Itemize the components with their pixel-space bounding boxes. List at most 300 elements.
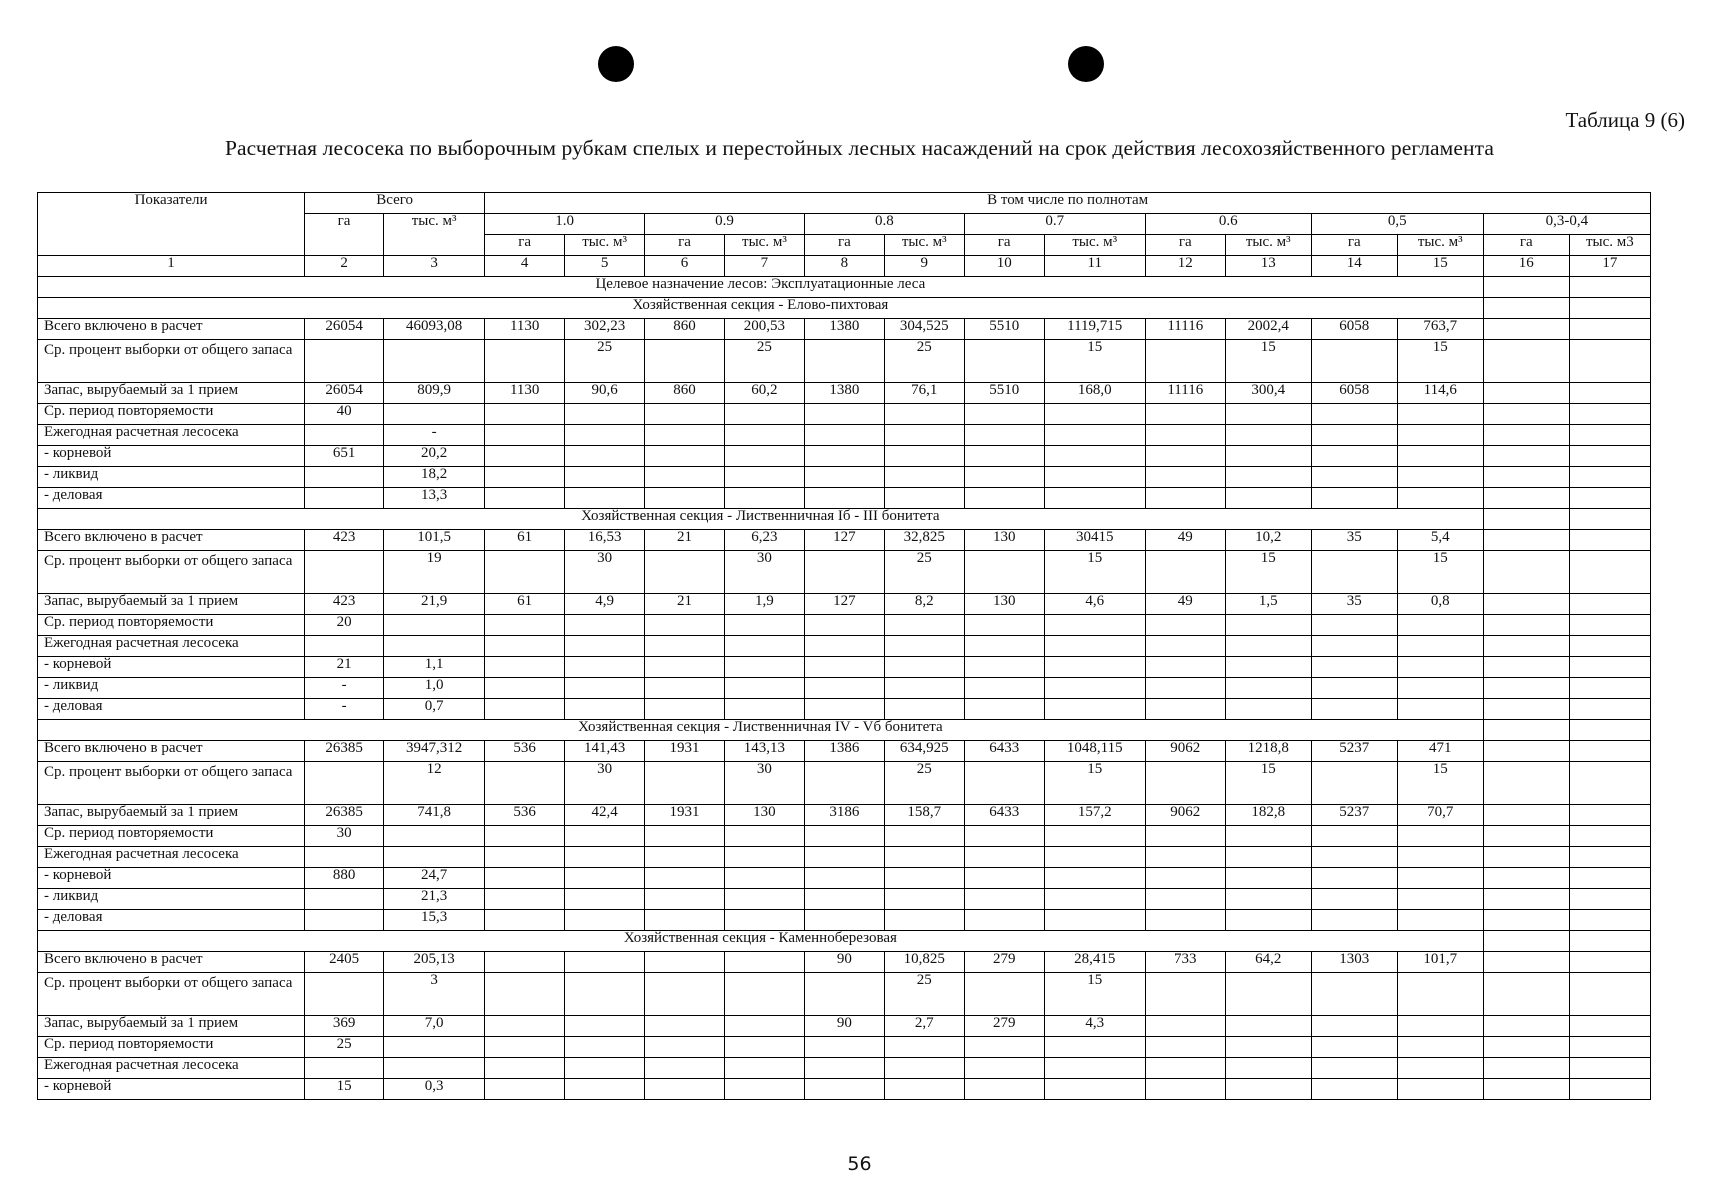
table-cell <box>384 404 485 425</box>
table-cell <box>1225 1058 1311 1079</box>
row-label: Ежегодная расчетная лесосека <box>38 425 305 446</box>
row-label: Ср. период повторяемости <box>38 615 305 636</box>
table-cell <box>1145 868 1225 889</box>
table-cell <box>485 847 565 868</box>
table-cell <box>964 446 1044 467</box>
table-cell <box>884 636 964 657</box>
table-row <box>38 383 1651 404</box>
table-cell <box>1397 425 1483 446</box>
table-cell <box>1311 1058 1397 1079</box>
table-cell <box>1044 615 1145 636</box>
table-cell <box>1397 1037 1483 1058</box>
table-cell <box>1569 446 1650 467</box>
table-cell <box>645 488 725 509</box>
table-cell <box>1044 657 1145 678</box>
table-row <box>38 404 1651 425</box>
table-row <box>38 762 1651 805</box>
table-cell: 127 <box>804 594 884 615</box>
table-row <box>38 952 1651 973</box>
table-cell <box>1311 1037 1397 1058</box>
table-cell <box>1483 868 1569 889</box>
table-cell: 11116 <box>1145 383 1225 404</box>
table-cell <box>305 1058 384 1079</box>
table-cell <box>1483 910 1569 931</box>
table-cell <box>565 847 645 868</box>
table-cell <box>1397 699 1483 720</box>
table-cell <box>1225 1037 1311 1058</box>
table-cell: 25 <box>305 1037 384 1058</box>
table-cell <box>1397 678 1483 699</box>
table-cell <box>305 488 384 509</box>
table-cell <box>1225 678 1311 699</box>
punch-hole-left <box>598 46 634 82</box>
table-cell <box>1225 636 1311 657</box>
table-cell <box>804 826 884 847</box>
table-cell <box>1397 826 1483 847</box>
table-cell <box>1044 636 1145 657</box>
table-cell <box>1311 615 1397 636</box>
table-cell <box>645 699 725 720</box>
table-cell: 5510 <box>964 383 1044 404</box>
header-density: 0.9 <box>645 214 805 235</box>
row-label: Всего включено в расчет <box>38 530 305 551</box>
table-cell <box>565 868 645 889</box>
row-label: Ср. период повторяемости <box>38 826 305 847</box>
row-label: Ср. процент выборки от общего запаса <box>38 973 305 1016</box>
table-cell: 30415 <box>1044 530 1145 551</box>
table-cell <box>645 446 725 467</box>
table-cell <box>1311 826 1397 847</box>
table-cell: 304,525 <box>884 319 964 340</box>
table-cell <box>485 1058 565 1079</box>
section-header-row <box>38 509 1651 530</box>
table-cell: 6058 <box>1311 319 1397 340</box>
table-cell <box>884 467 964 488</box>
table-cell: 101,7 <box>1397 952 1483 973</box>
table-cell <box>645 615 725 636</box>
table-cell <box>804 488 884 509</box>
table-cell: 35 <box>1311 530 1397 551</box>
table-cell <box>884 1037 964 1058</box>
table-row <box>38 699 1651 720</box>
table-cell <box>1569 1016 1650 1037</box>
header-density: 1.0 <box>485 214 645 235</box>
table-cell: 15 <box>1044 340 1145 383</box>
table-cell: 49 <box>1145 594 1225 615</box>
table-cell: 90,6 <box>565 383 645 404</box>
table-cell <box>1483 847 1569 868</box>
table-cell <box>724 1079 804 1100</box>
table-cell <box>1044 1079 1145 1100</box>
table-cell: 860 <box>645 319 725 340</box>
table-cell <box>804 699 884 720</box>
table-row <box>38 826 1651 847</box>
table-cell <box>485 910 565 931</box>
table-cell <box>804 404 884 425</box>
section-header-row <box>38 931 1651 952</box>
table-cell <box>724 636 804 657</box>
table-row <box>38 847 1651 868</box>
table-cell <box>485 467 565 488</box>
table-cell <box>485 952 565 973</box>
header-ha: га <box>1145 235 1225 256</box>
table-cell <box>1397 636 1483 657</box>
table-cell <box>1044 847 1145 868</box>
table-cell <box>1145 1037 1225 1058</box>
table-row <box>38 425 1651 446</box>
table-cell <box>645 826 725 847</box>
table-cell <box>1225 910 1311 931</box>
table-cell <box>485 340 565 383</box>
table-cell <box>1311 425 1397 446</box>
table-cell <box>1397 615 1483 636</box>
table-cell <box>1145 1079 1225 1100</box>
row-label: Всего включено в расчет <box>38 952 305 973</box>
table-cell: 733 <box>1145 952 1225 973</box>
table-cell: 25 <box>884 973 964 1016</box>
table-cell <box>804 467 884 488</box>
table-cell: 200,53 <box>724 319 804 340</box>
table-cell <box>804 889 884 910</box>
table-cell <box>1145 404 1225 425</box>
table-cell <box>1145 762 1225 805</box>
table-row <box>38 319 1651 340</box>
row-label: Ср. период повторяемости <box>38 1037 305 1058</box>
table-cell <box>485 973 565 1016</box>
table-cell <box>1311 446 1397 467</box>
table-cell <box>1044 910 1145 931</box>
table-cell <box>1311 488 1397 509</box>
table-row <box>38 1037 1651 1058</box>
table-cell <box>1397 973 1483 1016</box>
table-cell <box>1569 931 1650 952</box>
table-cell: 15 <box>1225 551 1311 594</box>
table-cell <box>565 826 645 847</box>
table-cell: 16,53 <box>565 530 645 551</box>
table-cell <box>565 615 645 636</box>
table-cell <box>964 826 1044 847</box>
row-label: - деловая <box>38 699 305 720</box>
table-row <box>38 868 1651 889</box>
table-cell: 15 <box>1397 551 1483 594</box>
table-cell <box>1044 446 1145 467</box>
table-cell: 5,4 <box>1397 530 1483 551</box>
table-cell: 20,2 <box>384 446 485 467</box>
table-cell <box>1569 826 1650 847</box>
row-label: Ежегодная расчетная лесосека <box>38 847 305 868</box>
page-number: 56 <box>847 1153 872 1175</box>
table-cell: 158,7 <box>884 805 964 826</box>
table-cell: 2002,4 <box>1225 319 1311 340</box>
table-cell <box>384 615 485 636</box>
header-incl-density: В том числе по полнотам <box>485 193 1651 214</box>
row-label: Ежегодная расчетная лесосека <box>38 1058 305 1079</box>
table-cell: 860 <box>645 383 725 404</box>
table-row <box>38 446 1651 467</box>
table-cell <box>1145 425 1225 446</box>
table-cell: 2,7 <box>884 1016 964 1037</box>
table-cell <box>1569 805 1650 826</box>
table-cell <box>804 973 884 1016</box>
table-cell <box>1569 383 1650 404</box>
table-cell: 763,7 <box>1397 319 1483 340</box>
table-cell: 8,2 <box>884 594 964 615</box>
col-number: 1 <box>38 256 305 277</box>
table-cell <box>804 847 884 868</box>
table-cell <box>1145 340 1225 383</box>
row-label: Запас, вырубаемый за 1 прием <box>38 594 305 615</box>
table-cell <box>305 467 384 488</box>
table-cell: 1380 <box>804 383 884 404</box>
table-cell: 741,8 <box>384 805 485 826</box>
table-cell <box>724 467 804 488</box>
column-number-row <box>38 256 1651 277</box>
table-cell <box>1145 847 1225 868</box>
row-label: Запас, вырубаемый за 1 прием <box>38 805 305 826</box>
table-cell <box>1225 657 1311 678</box>
table-cell <box>804 425 884 446</box>
table-cell: 15 <box>1397 340 1483 383</box>
table-cell <box>804 762 884 805</box>
table-cell <box>804 615 884 636</box>
table-cell <box>565 973 645 1016</box>
table-cell: 130 <box>724 805 804 826</box>
table-cell <box>1044 1058 1145 1079</box>
table-cell <box>964 1079 1044 1100</box>
header-total-ha: га <box>305 214 384 256</box>
table-cell <box>1569 678 1650 699</box>
table-cell <box>884 678 964 699</box>
table-cell: 6,23 <box>724 530 804 551</box>
table-cell: 35 <box>1311 594 1397 615</box>
table-cell <box>1397 488 1483 509</box>
table-cell <box>964 847 1044 868</box>
table-cell <box>1145 615 1225 636</box>
table-cell <box>485 657 565 678</box>
table-cell <box>1044 1037 1145 1058</box>
header-thm3: тыс. м3 <box>1569 235 1650 256</box>
table-cell <box>884 425 964 446</box>
header-density: 0.6 <box>1145 214 1311 235</box>
table-cell <box>485 1016 565 1037</box>
table-cell <box>485 762 565 805</box>
table-cell <box>804 1037 884 1058</box>
table-cell: 11116 <box>1145 319 1225 340</box>
table-cell <box>964 615 1044 636</box>
table-cell: 49 <box>1145 530 1225 551</box>
table-cell: 279 <box>964 952 1044 973</box>
table-cell <box>724 868 804 889</box>
header-thm3: тыс. м³ <box>1044 235 1145 256</box>
document-title: Расчетная лесосека по выборочным рубкам спелых и перестойных лесных насаждений на срок действия лесохозяйственного регламента <box>224 136 1495 160</box>
table-cell <box>565 404 645 425</box>
col-number: 11 <box>1044 256 1145 277</box>
table-cell <box>1483 530 1569 551</box>
table-cell: 64,2 <box>1225 952 1311 973</box>
table-row <box>38 973 1651 1016</box>
table-cell <box>1569 319 1650 340</box>
table-row <box>38 636 1651 657</box>
table-cell <box>724 952 804 973</box>
table-cell: 880 <box>305 868 384 889</box>
table-cell: 21 <box>645 594 725 615</box>
table-cell <box>1569 425 1650 446</box>
table-cell <box>964 657 1044 678</box>
table-row <box>38 467 1651 488</box>
table-cell: 21,3 <box>384 889 485 910</box>
table-cell <box>305 889 384 910</box>
table-cell: 1,5 <box>1225 594 1311 615</box>
table-cell <box>964 1058 1044 1079</box>
table-cell <box>964 425 1044 446</box>
table-cell <box>1145 699 1225 720</box>
table-cell <box>565 425 645 446</box>
table-cell <box>1483 720 1569 741</box>
table-cell <box>1397 889 1483 910</box>
table-cell <box>964 467 1044 488</box>
table-cell <box>565 1016 645 1037</box>
table-cell <box>1569 699 1650 720</box>
table-cell <box>724 678 804 699</box>
table-number: Таблица 9 (6) <box>1565 108 1685 132</box>
table-cell <box>1569 868 1650 889</box>
table-row <box>38 488 1651 509</box>
table-cell: 21 <box>645 530 725 551</box>
table-cell <box>884 615 964 636</box>
table-cell: 114,6 <box>1397 383 1483 404</box>
table-cell: 182,8 <box>1225 805 1311 826</box>
table-cell <box>1311 340 1397 383</box>
table-cell <box>485 404 565 425</box>
row-label: - ликвид <box>38 889 305 910</box>
table-cell <box>1483 826 1569 847</box>
table-cell: 26385 <box>305 805 384 826</box>
table-cell: 30 <box>724 762 804 805</box>
table-cell: 1386 <box>804 741 884 762</box>
table-cell <box>1483 762 1569 805</box>
table-cell <box>724 488 804 509</box>
table-cell: 13,3 <box>384 488 485 509</box>
table-cell <box>305 973 384 1016</box>
col-number: 15 <box>1397 256 1483 277</box>
section-header-row <box>38 720 1651 741</box>
table-cell <box>1569 973 1650 1016</box>
table-cell <box>565 488 645 509</box>
table-cell <box>1145 1016 1225 1037</box>
table-cell: 15 <box>1044 762 1145 805</box>
table-cell <box>1483 277 1569 298</box>
table-cell <box>804 636 884 657</box>
col-number: 16 <box>1483 256 1569 277</box>
table-cell <box>1569 657 1650 678</box>
table-cell <box>1569 720 1650 741</box>
table-cell <box>645 1058 725 1079</box>
row-label: Всего включено в расчет <box>38 741 305 762</box>
table-cell <box>1397 1058 1483 1079</box>
table-cell <box>964 1037 1044 1058</box>
table-cell <box>645 1016 725 1037</box>
table-cell <box>804 340 884 383</box>
table-cell <box>1569 340 1650 383</box>
table-cell <box>485 699 565 720</box>
table-cell <box>1225 889 1311 910</box>
table-cell: 70,7 <box>1397 805 1483 826</box>
table-cell <box>1483 383 1569 404</box>
header-ha: га <box>1311 235 1397 256</box>
table-cell <box>1483 488 1569 509</box>
table-cell <box>964 699 1044 720</box>
table-cell <box>964 488 1044 509</box>
table-cell <box>884 868 964 889</box>
table-cell <box>565 952 645 973</box>
header-density: 0,5 <box>1311 214 1483 235</box>
table-cell: 42,4 <box>565 805 645 826</box>
table-cell: 1380 <box>804 319 884 340</box>
table-cell <box>724 1058 804 1079</box>
table-cell: 60,2 <box>724 383 804 404</box>
table-cell: 30 <box>724 551 804 594</box>
table-cell <box>565 1079 645 1100</box>
table-cell <box>1483 594 1569 615</box>
table-cell: 6433 <box>964 805 1044 826</box>
table-cell <box>1483 805 1569 826</box>
table-cell <box>1569 1058 1650 1079</box>
table-cell <box>485 1037 565 1058</box>
table-cell <box>1569 636 1650 657</box>
table-cell <box>485 615 565 636</box>
table-cell: 1218,8 <box>1225 741 1311 762</box>
table-cell <box>1483 657 1569 678</box>
table-cell: 3947,312 <box>384 741 485 762</box>
table-cell: 61 <box>485 594 565 615</box>
table-cell: 168,0 <box>1044 383 1145 404</box>
table-cell <box>305 425 384 446</box>
table-cell: 423 <box>305 594 384 615</box>
table-cell <box>1569 488 1650 509</box>
table-cell: 15 <box>1397 762 1483 805</box>
table-cell <box>884 826 964 847</box>
table-cell <box>565 910 645 931</box>
col-number: 7 <box>724 256 804 277</box>
row-label: - корневой <box>38 868 305 889</box>
table-cell <box>1311 467 1397 488</box>
table-cell <box>1483 446 1569 467</box>
table-cell <box>804 868 884 889</box>
table-cell <box>305 910 384 931</box>
table-cell <box>804 446 884 467</box>
purpose-row <box>38 277 1651 298</box>
table-cell: 1119,715 <box>1044 319 1145 340</box>
table-cell: 157,2 <box>1044 805 1145 826</box>
table-cell <box>645 1079 725 1100</box>
table-cell: 1,9 <box>724 594 804 615</box>
table-cell <box>724 826 804 847</box>
row-label: Ежегодная расчетная лесосека <box>38 636 305 657</box>
table-cell <box>1569 847 1650 868</box>
table-cell <box>1569 910 1650 931</box>
table-cell <box>1483 952 1569 973</box>
table-cell <box>1569 404 1650 425</box>
table-body <box>38 277 1651 1100</box>
table-cell <box>645 678 725 699</box>
table-cell: 279 <box>964 1016 1044 1037</box>
table-cell <box>724 404 804 425</box>
table-cell <box>1569 615 1650 636</box>
table-cell: 10,825 <box>884 952 964 973</box>
table-cell: 634,925 <box>884 741 964 762</box>
table-cell: 18,2 <box>384 467 485 488</box>
table-cell <box>1397 847 1483 868</box>
